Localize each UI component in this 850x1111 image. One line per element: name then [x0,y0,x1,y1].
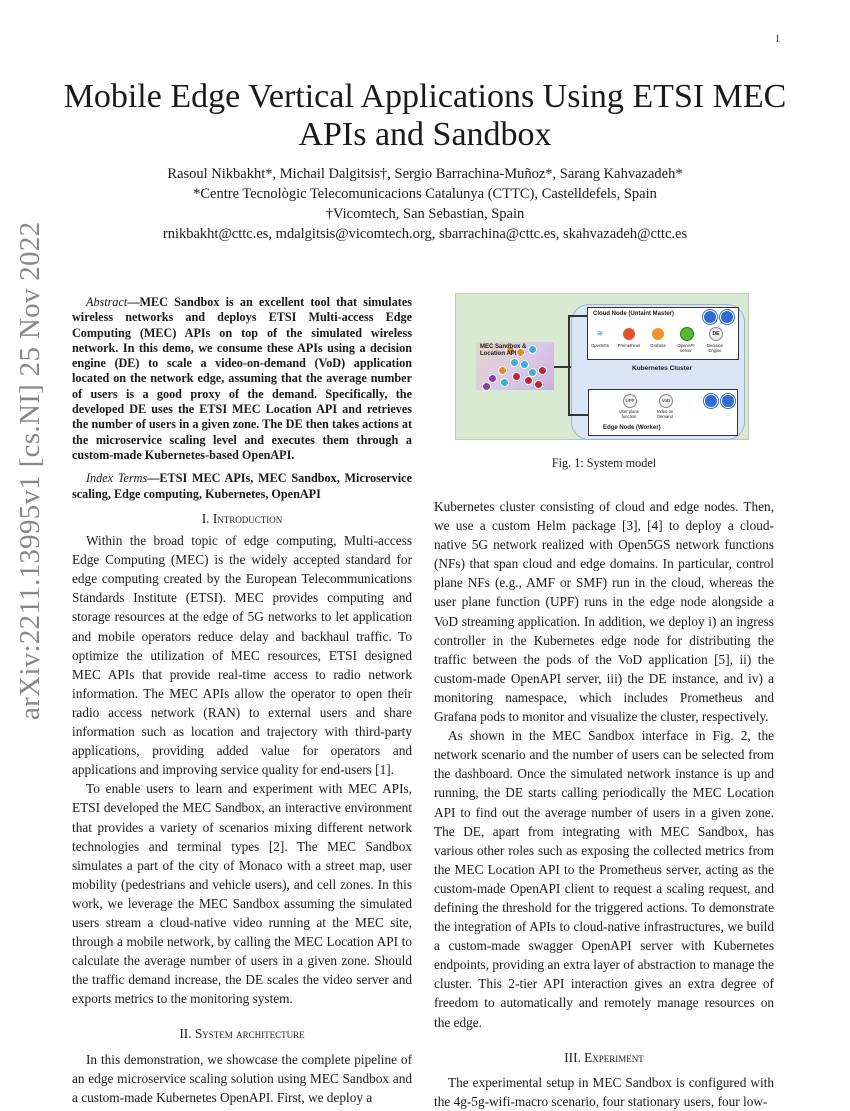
author-emails: rnikbakht@cttc.es, mdalgitsis@vicomtech.org, sbarrachina@cttc.es, skahvazadeh@cttc.es [162,226,688,242]
author-names: Rasoul Nikbakht*, Michail Dalgitsis†, Sergio Barrachina-Muñoz*, Sarang Kahvazadeh* [167,166,683,182]
experiment-paragraph-1: The experimental setup in MEC Sandbox is configured with the 4g-5g-wifi-macro scenario, four stationary users, four low- [434,1074,774,1109]
index-terms-label: Index Terms [86,471,148,486]
kubernetes-icon [704,394,718,408]
open5gs-icon: ≋ [596,329,604,338]
system-model-figure [455,293,749,440]
kubernetes-icon [703,310,717,324]
index-terms-text: —ETSI MEC APIs, MEC Sandbox, Microservice scaling, Edge computing, Kubernetes, OpenAPI [72,471,412,501]
affiliation-2: †Vicomtech, San Sebastian, Spain [325,206,525,222]
section-heading-introduction: I. Introduction [201,511,283,526]
figure-caption: Fig. 1: System model [551,456,657,470]
edge-node-box [588,389,738,436]
prometheus-icon [623,328,635,340]
kubernetes-icon [721,394,735,408]
section-heading-architecture: II. System architecture [179,1026,305,1042]
abstract [72,295,412,510]
arch-paragraph-1-start: In this demonstration, we showcase the complete pipeline of an edge microservice scaling solution using MEC Sandbox and a custom-made Kubernetes OpenAPI. First, we deploy a [72,1051,412,1105]
left-column-body [72,509,412,1107]
kubernetes-cluster-box [571,304,745,440]
prometheus-label: Prometheus [617,343,641,348]
decision-engine-label: Decision Engine [706,343,724,353]
kubernetes-icon [720,310,734,324]
arch-paragraph-1-continued: Kubernetes cluster consisting of cloud and edge nodes. Then, we use a custom Helm package [3], [4] to deploy a cloud-native 5G network realized with Open5GS network functions (NFs) that span cloud and edge domains. In particular, control plane NFs (e.g., AMF or SMF) run in the cloud, whereas the user plane function (UPF) runs in the edge node alongside a VoD streaming application. In addition, we deploy i) an ingress controller in the Kubernetes edge node for distributing the traffic between the pods of the VoD application [5], ii) the custom-made OpenAPI server, iii) the DE instance, and iv) a monitoring namespace, which includes Prometheus and Grafana pods to monitor and visualize the cluster, respectively. [434,499,774,725]
openapi-server-label: OpenAPI server [677,343,695,353]
upf-icon: UPF [623,394,637,408]
grafana-icon [652,328,664,340]
sandbox-label: MEC Sandbox & Location API [480,344,527,357]
page-number: 1 [775,34,780,45]
arxiv-stamp: arXiv:2211.13995v1 [cs.NI] 25 Nov 2022 [14,221,46,720]
affiliation-1: *Centre Tecnològic Telecomunicacions Catalunya (CTTC), Castelldefels, Spain [193,186,657,202]
section-heading-experiment: III. Experiment [564,1049,644,1065]
right-column-body [434,497,774,1111]
cloud-node-title: Cloud Node (Untaint Master) [593,311,674,317]
vod-label: Video on Demand [656,409,674,419]
abstract-text: —MEC Sandbox is an excellent tool that simulates wireless networks and deploys ETSI Multi-access Edge Computing (MEC) APIs on top of the simulated wireless network. In this demo, we consume these APIs using a decision engine (DE) to scale a video-on-demand (VoD) application located on the network edge, assuming that the average number of users is a good proxy of the demand. Specifically, the developed DE uses the ETSI MEC Location API and retrieves the number of users in a given zone. The DE then takes actions at the microservice scaling level and executes them through a custom-made Kubernetes-based OpenAPI. [72,295,412,462]
kubernetes-cluster-label: Kubernetes Cluster [632,365,692,372]
abstract-label: Abstract [86,295,128,309]
cloud-node-box [587,307,739,360]
decision-engine-icon: DE [709,327,723,341]
intro-paragraph-1: Within the broad topic of edge computing, Multi-access Edge Computing (MEC) is the widely accepted standard for edge computing created by the European Telecommunications Standards Institute (ETSI). MEC provides computing and storage resources at the edge of 5G networks to let application and mobile operators reduce delay and backhaul traffic. To optimize the utilization of MEC resources, ETSI designed MEC APIs that provide real-time access to radio network information. The MEC APIs allow the operator to open their radio access network (RAN) to external users and share information such as location and trajectory with third-party applications, providing added value for operators and applications and improving service quality for end-users [1]. [72,533,412,778]
intro-paragraph-2: To enable users to learn and experiment with MEC APIs, ETSI developed the MEC Sandbox, an interactive environment that provides a variety of scenarios mixing different network technologies and terminal types [2]. The MEC Sandbox simulates a part of the city of Monaco with a street map, user mobility (pedestrians and vehicle users), and cell zones. In this work, we leverage the MEC Sandbox assuming the simulated users stream a cloud-native video running at the MEC site, through a mobile network, by calling the MEC Location API to calculate the average number of users in a given zone. Should the traffic demand increase, the DE scales the video server and exports metrics to the monitoring system. [72,781,412,1007]
arch-paragraph-2: As shown in the MEC Sandbox interface in Fig. 2, the network scenario and the number of users can be selected from the dashboard. Once the simulated network instance is up and running, the DE starts calling periodically the MEC Location API to find out the average number of users in a given zone. The DE, apart from integrating with MEC Sandbox, has various other roles such as exposing the collected metrics from the MEC Location API to the Prometheus server, acting as the custom-made OpenAPI client to request a scaling request, and defining the threshold for the triggered actions. To demonstrate the integration of APIs to cloud-native infrastructures, we build a custom-made swagger OpenAPI server with Kubernetes endpoints, providing an extra layer of abstraction to manage the cluster. This 2-tier API interaction gives an extra degree of freedom to automatically and remotely manage resources on the edge. [434,728,774,1030]
paper-title: Mobile Edge Vertical Applications Using ETSI MEC APIs and Sandbox [63,78,787,153]
open5gs-label: Open5Gs [591,343,609,348]
openapi-icon [680,327,694,341]
edge-node-title: Edge Node (Worker) [603,425,661,431]
author-block [60,164,790,244]
upf-label: User plane function [618,409,640,419]
vod-icon: VoD [659,394,673,408]
grafana-label: Grafana [650,343,666,348]
